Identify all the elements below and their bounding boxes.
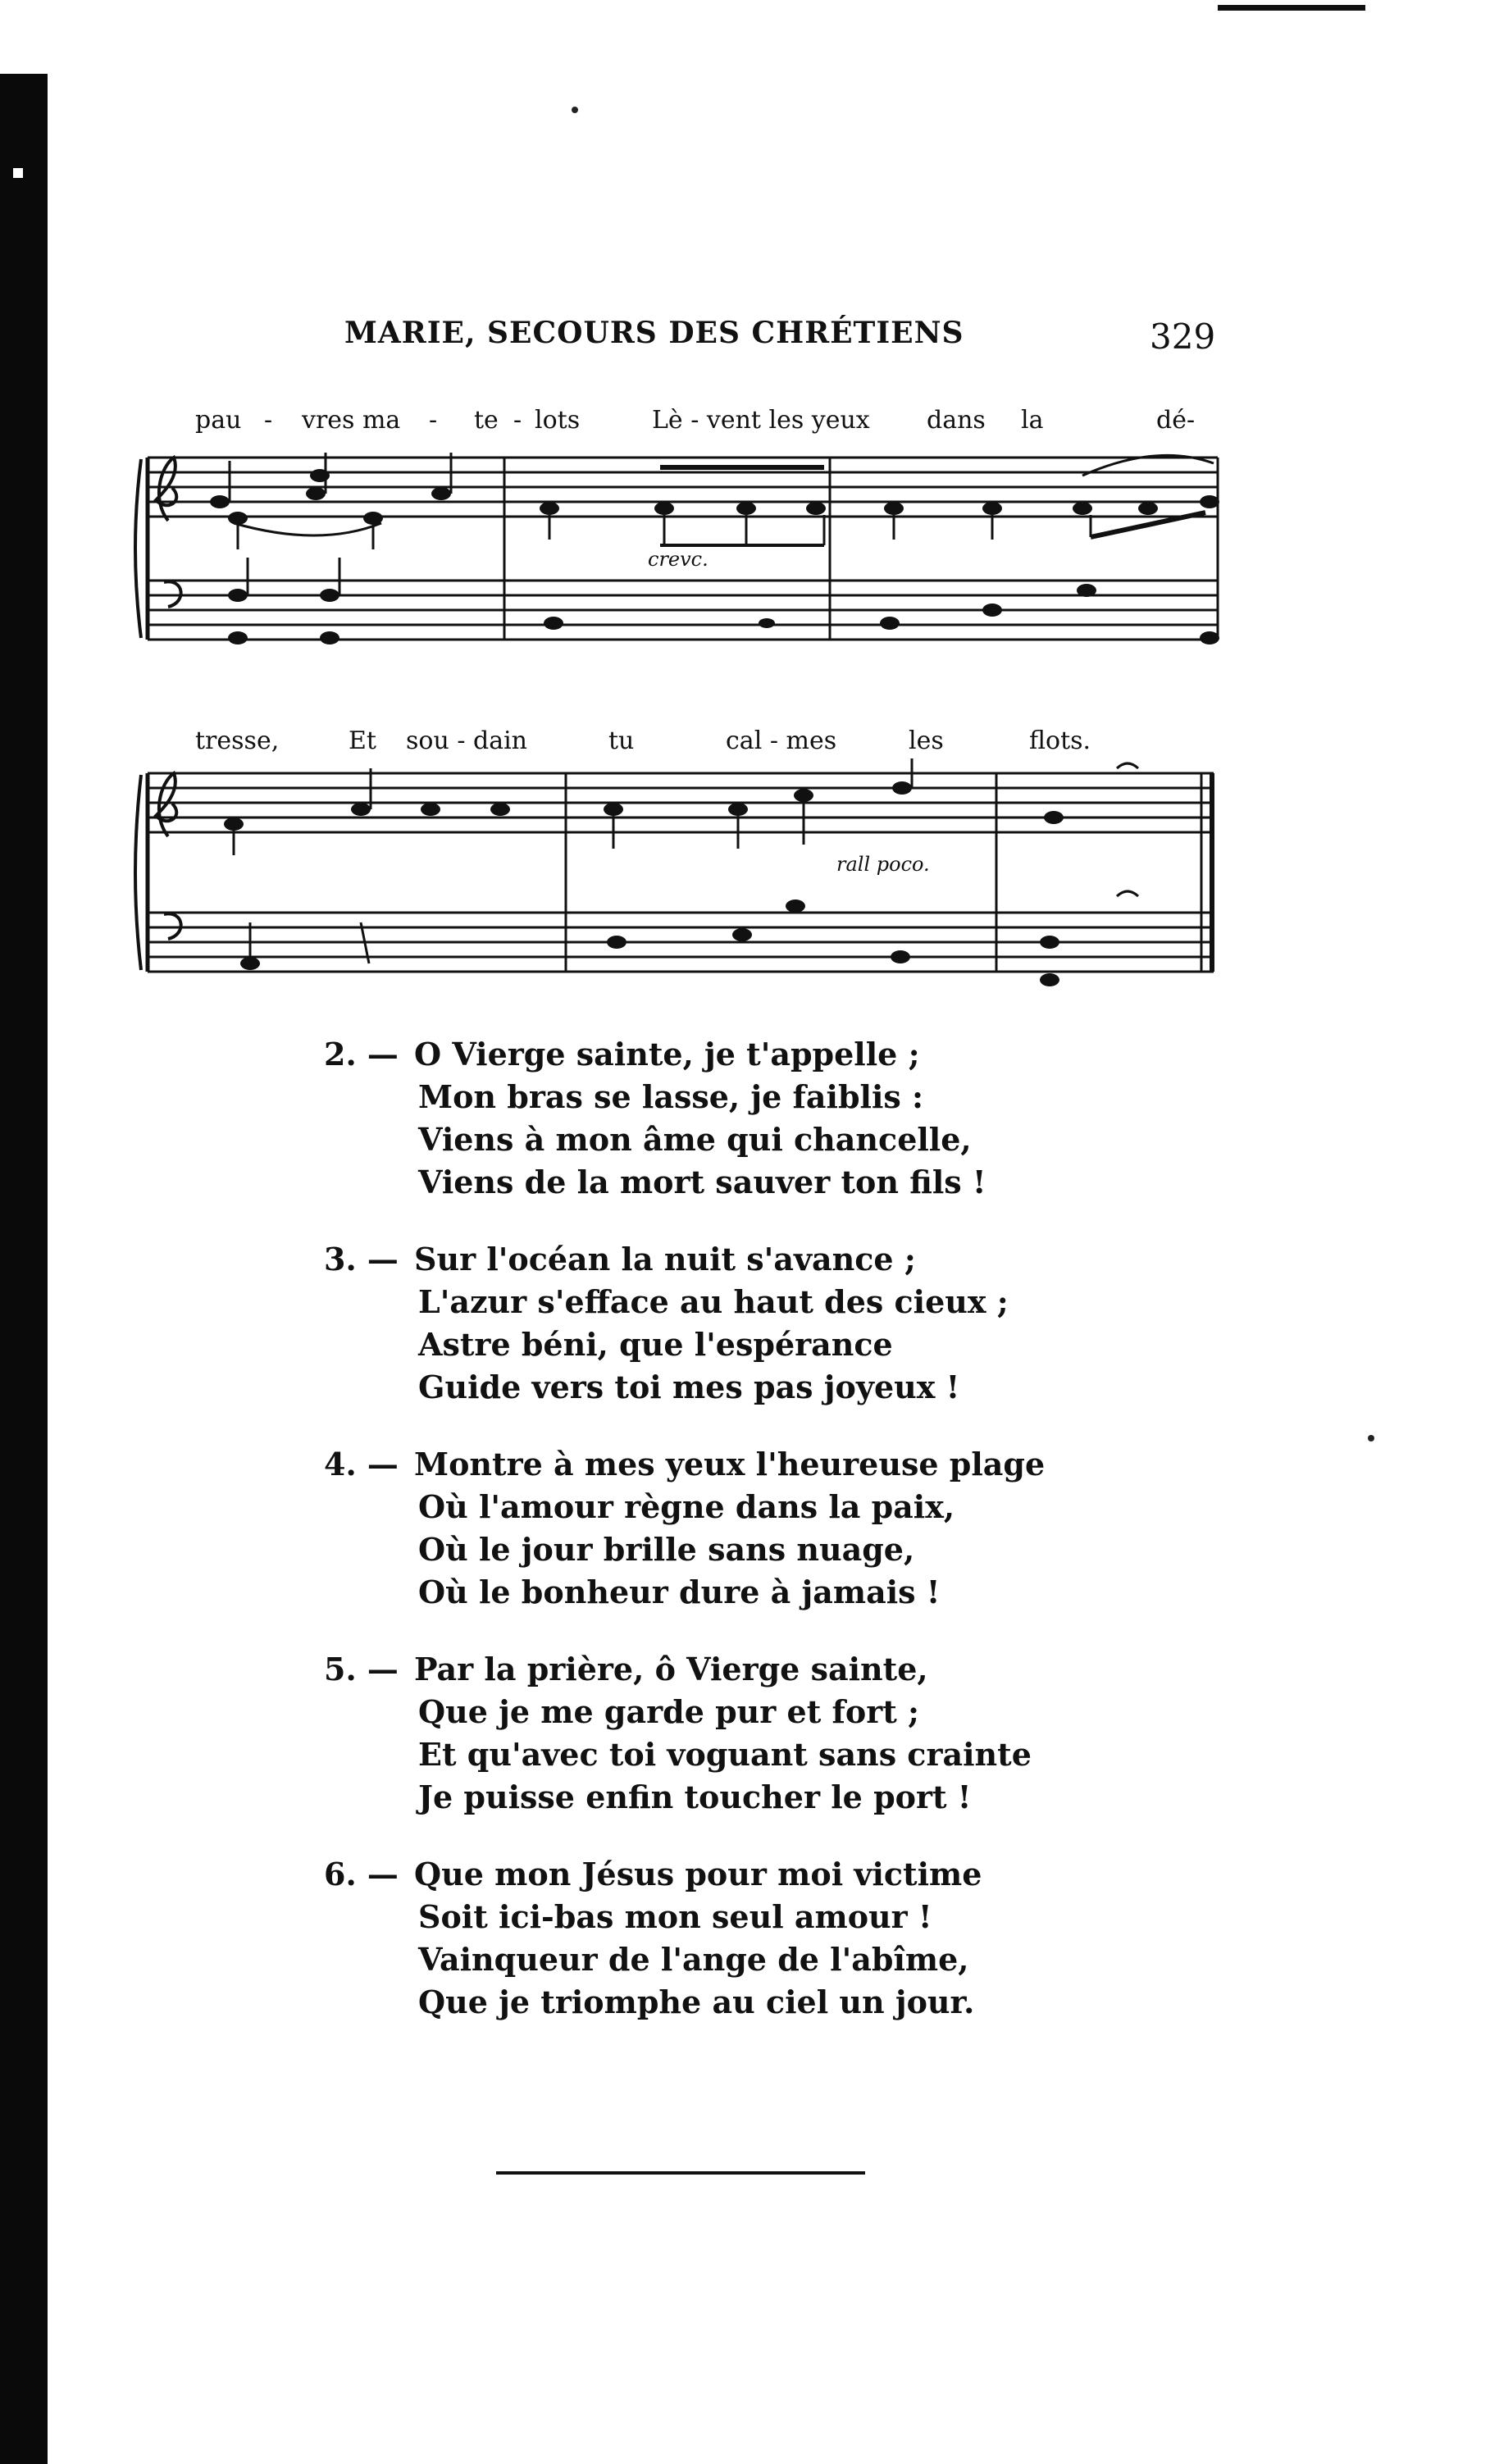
verse-line: Vainqueur de l'ange de l'abîme,: [418, 1941, 969, 1978]
lyric-syllable: lots: [535, 406, 581, 435]
lyric-syllable: vres ma: [302, 406, 401, 435]
lyric-syllable: dé-: [1156, 406, 1196, 435]
verse-3: [324, 1238, 1144, 1409]
dynamic-marking: rall poco.: [836, 853, 930, 876]
verse-line: Où l'amour règne dans la paix,: [418, 1488, 955, 1525]
music-system-1: [123, 443, 1230, 664]
verse-number: 2. —: [324, 1036, 399, 1073]
lyric-hyphen: -: [264, 406, 273, 435]
verse-line: Que je triomphe au ciel un jour.: [418, 1983, 975, 2020]
verse-line: 5. — Par la prière, ô Vierge sainte,: [324, 1648, 1144, 1691]
lyric-syllable: tu: [608, 726, 635, 755]
verse-2: [324, 1033, 1144, 1204]
verse-line: Que je me garde pur et fort ;: [418, 1693, 920, 1730]
lyric-syllable: flots.: [1029, 726, 1091, 755]
verse-line: Mon bras se lasse, je faiblis :: [418, 1078, 924, 1115]
lyric-hyphen: -: [429, 406, 438, 435]
verse-line: L'azur s'efface au haut des cieux ;: [418, 1283, 1009, 1320]
print-speck: [1368, 1435, 1374, 1442]
verse-line: Astre béni, que l'espérance: [418, 1326, 893, 1363]
verse-line: Où le jour brille sans nuage,: [418, 1531, 915, 1568]
lyric-syllable: te: [474, 406, 499, 435]
verse-line: 4. — Montre à mes yeux l'heureuse plage: [324, 1443, 1144, 1486]
lyric-syllable: sou - dain: [406, 726, 527, 755]
lyric-syllable: les: [909, 726, 944, 755]
verse-6: [324, 1853, 1144, 2024]
lyric-syllable: dans: [927, 406, 986, 435]
verse-number: 4. —: [324, 1446, 399, 1482]
dynamic-marking: crevc.: [648, 548, 708, 571]
music-system-2: [123, 758, 1230, 1004]
verse-number: 6. —: [324, 1856, 399, 1892]
page-number: 329: [1150, 317, 1216, 357]
verse-line: 2. — O Vierge sainte, je t'appelle ;: [324, 1033, 1144, 1076]
lyric-hyphen: -: [513, 406, 522, 435]
verse-number: 5. —: [324, 1651, 399, 1687]
verse-line: Et qu'avec toi voguant sans crainte: [418, 1736, 1032, 1773]
verse-line: Où le bonheur dure à jamais !: [418, 1574, 941, 1610]
lyric-syllable: la: [1021, 406, 1044, 435]
lyric-syllable: tresse,: [195, 726, 280, 755]
spine-mark: [13, 168, 23, 178]
running-title: MARIE, SECOURS DES CHRÉTIENS: [344, 316, 964, 350]
verse-line: Viens à mon âme qui chancelle,: [418, 1121, 972, 1158]
verse-number: 3. —: [324, 1241, 399, 1278]
book-spine-edge: [0, 74, 48, 2464]
verse-line: Soit ici-bas mon seul amour !: [418, 1898, 932, 1935]
lyric-syllable: Et: [349, 726, 376, 755]
top-edge-rule: [1218, 5, 1365, 11]
lyric-syllable: cal - mes: [726, 726, 837, 755]
verse-line: 6. — Que mon Jésus pour moi victime: [324, 1853, 1144, 1896]
verse-line: Viens de la mort sauver ton fils !: [418, 1164, 986, 1200]
verse-line: 3. — Sur l'océan la nuit s'avance ;: [324, 1238, 1144, 1281]
verses-section: [324, 1033, 1144, 2058]
verse-line: Guide vers toi mes pas joyeux !: [418, 1369, 960, 1405]
lyric-syllable: pau: [195, 406, 242, 435]
verse-4: [324, 1443, 1144, 1614]
print-speck: [572, 107, 578, 113]
closing-rule: [496, 2171, 865, 2175]
lyric-syllable: Lè - vent les yeux: [652, 406, 870, 435]
verse-5: [324, 1648, 1144, 1819]
verse-line: Je puisse enfin toucher le port !: [418, 1779, 972, 1815]
